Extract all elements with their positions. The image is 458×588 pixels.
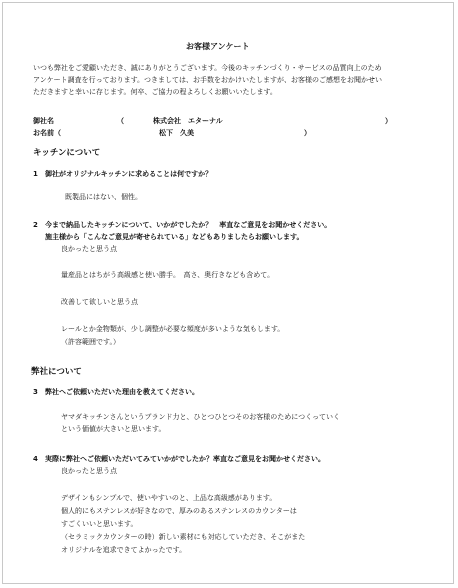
question-2-subtext: 施主様から「こんなご意見が寄せられている」などもありましたらお願いします。 <box>45 233 304 241</box>
name-paren-close: ） <box>304 129 311 137</box>
survey-page <box>2 2 454 584</box>
answer-4-good-label: 良かったと思う点 <box>61 467 117 475</box>
section-heading-company: 弊社について <box>31 367 82 377</box>
question-3-text: 弊社へご依頼いただいた理由を教えてください。 <box>45 388 199 396</box>
question-2-number: 2 <box>33 221 38 229</box>
answer-4-line-2: 個人的にもステンレスが好きなので、厚みのあるステンレスのカウンターは <box>61 507 297 515</box>
name-value: 松下 久美 <box>159 129 194 137</box>
answer-2-good-text: 量産品とはちがう高級感と使い勝手。 高さ、奥行きなども含めて。 <box>61 271 275 279</box>
company-paren-open: （ <box>117 117 124 125</box>
answer-3-line-1: ヤマダキッチンさんというブランド力と、ひとつひとつそのお客様のためにつくっていく <box>61 413 340 421</box>
question-3-number: 3 <box>33 388 38 396</box>
answer-4-line-3: すごくいいと思います。 <box>61 520 138 528</box>
intro-line-3: ただきますと幸いに存じます。何卒、ご協力の程よろしくお願いいたします。 <box>33 88 277 96</box>
question-1-number: 1 <box>33 170 38 178</box>
answer-4-line-5: オリジナルを追求できてよかったです。 <box>61 546 187 554</box>
answer-2-good-label: 良かったと思う点 <box>61 245 117 253</box>
intro-line-1: いつも弊社をご愛顧いただき、誠にありがとうございます。今後のキッチンづくり・サービスの品質向上のため <box>33 64 382 72</box>
question-4-number: 4 <box>33 455 38 463</box>
company-label: 御社名 <box>33 117 54 125</box>
question-1-text: 御社がオリジナルキッチンに求めることは何ですか？ <box>45 170 213 178</box>
answer-2-improve-note: （許容範囲です。） <box>61 338 120 346</box>
company-paren-close: ） <box>385 117 392 125</box>
answer-3-line-2: という価値が大きいと思います。 <box>61 425 166 433</box>
section-heading-kitchen: キッチンについて <box>33 148 101 158</box>
answer-2-improve-label: 改善して欲しいと思う点 <box>61 298 138 306</box>
answer-1: 既製品にはない、個性。 <box>65 193 142 201</box>
answer-2-improve-text: レールとか金物類が、少し調整が必要な頻度が多いような気もします。 <box>61 325 285 333</box>
answer-4-line-4: （セラミックカウンターの時）新しい素材にも対応していただき、そこがまた <box>61 533 306 541</box>
company-value: 株式会社 エターナル <box>153 117 223 125</box>
question-4-text: 実際に弊社へご依頼いただいてみていかがでしたか？率直なご意見をお聞かせください。 <box>45 455 325 463</box>
answer-4-line-1: デザインもシンプルで、使いやすいのと、上品な高級感があります。 <box>61 494 277 502</box>
page-title: お客様アンケート <box>186 42 250 51</box>
question-2-text: 今まで納品したキッチンについて、いかがでしたか？ 率直なご意見をお聞かせください。 <box>45 221 332 229</box>
name-label: お名前（ <box>33 129 61 137</box>
intro-line-2: アンケート調査を行っております。つきましては、お手数をおかけいたしますが、お客様のご感想をお聞かせい <box>33 76 383 84</box>
